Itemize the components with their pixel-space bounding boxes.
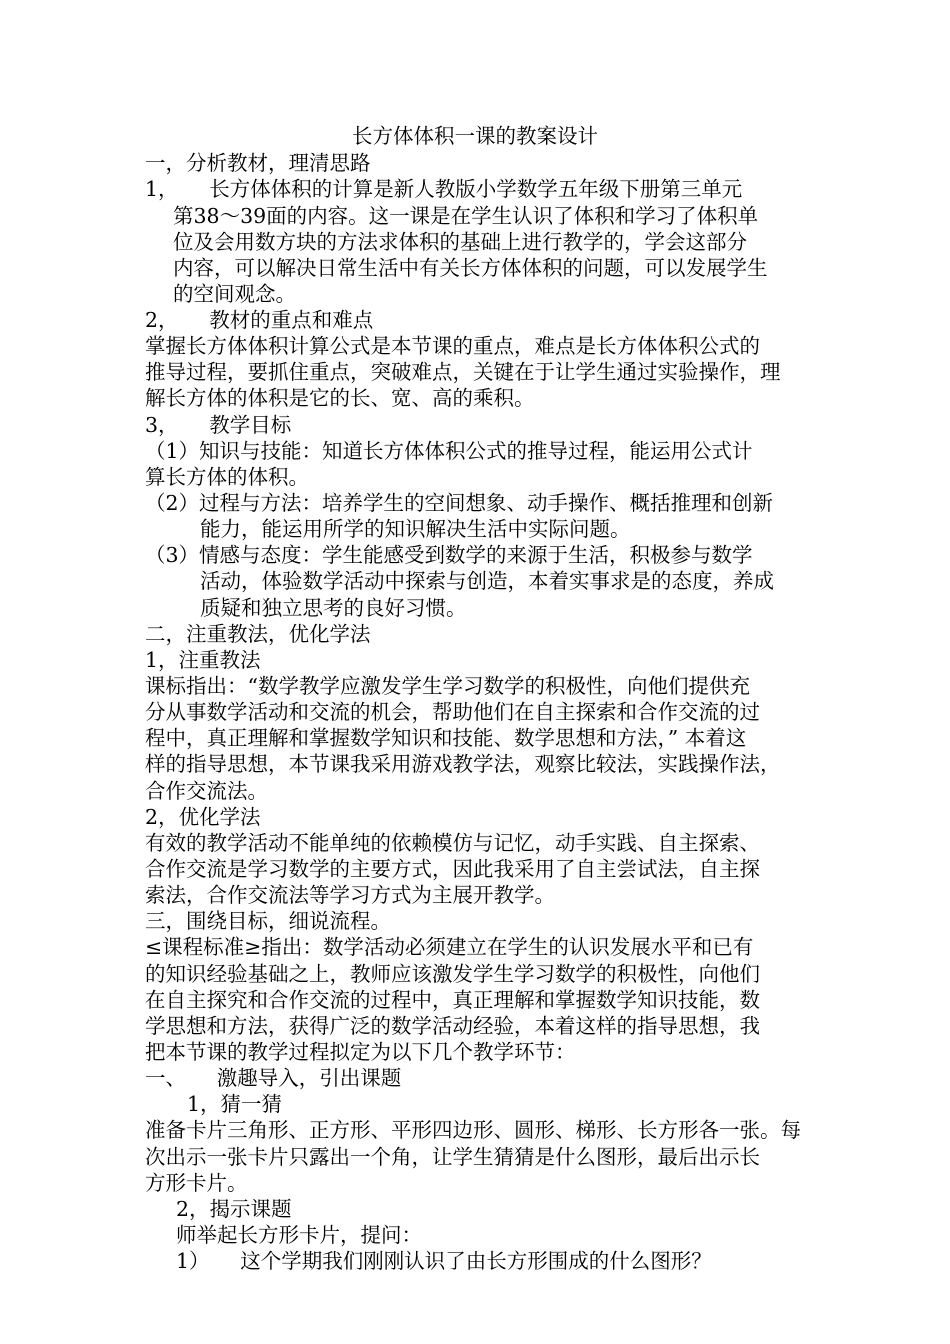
paragraph-line: （2）过程与方法：培养学生的空间想象、动手操作、概括推理和创新 [145, 491, 774, 515]
paragraph-line: 活动，体验数学活动中探索与创造，本着实事求是的态度，养成 [200, 569, 774, 593]
paragraph-line: 位及会用数方块的方法求体积的基础上进行教学的，学会这部分 [173, 230, 747, 254]
paragraph-line: （3）情感与态度：学生能感受到数学的来源于生活，积极参与数学 [145, 543, 753, 567]
document-title: 长方体体积一课的教案设计 [352, 124, 598, 148]
subheading: 1，猜一猜 [187, 1092, 283, 1116]
heading-section-1: 一，分析教材，理清思路 [145, 151, 371, 175]
paragraph-line: 1） 这个学期我们刚刚认识了由长方形围成的什么图形？ [176, 1249, 712, 1273]
paragraph-line: 学思想和方法，获得广泛的数学活动经验，本着这样的指导思想，我 [145, 1014, 760, 1038]
subheading: 1，注重教法 [145, 648, 261, 672]
paragraph-line: 质疑和独立思考的良好习惯。 [200, 596, 467, 620]
heading-section-3: 三，围绕目标，细说流程。 [145, 909, 391, 933]
subheading: 2， 教材的重点和难点 [145, 308, 374, 332]
paragraph-line: ≤课程标准≥指出：数学活动必须建立在学生的认识发展水平和已有 [145, 935, 754, 959]
subheading: 2，揭示课题 [176, 1197, 292, 1221]
subheading: 2，优化学法 [145, 805, 261, 829]
paragraph-line: 的空间观念。 [173, 282, 296, 306]
paragraph-line: 的知识经验基础之上，教师应该激发学生学习数学的积极性，向他们 [145, 962, 760, 986]
paragraph-line: 能力，能运用所学的知识解决生活中实际问题。 [200, 517, 631, 541]
paragraph-line: （1）知识与技能：知道长方体体积公式的推导过程，能运用公式计 [145, 439, 753, 463]
paragraph-line: 1， 长方体体积的计算是新人教版小学数学五年级下册第三单元 [145, 177, 743, 201]
subheading: 一、 激趣导入，引出课题 [145, 1066, 402, 1090]
paragraph-line: 内容，可以解决日常生活中有关长方体体积的问题，可以发展学生 [173, 256, 768, 280]
paragraph-line: 掌握长方体体积计算公式是本节课的重点，难点是长方体体积公式的 [145, 334, 760, 358]
paragraph-line: 把本节课的教学过程拟定为以下几个教学环节： [145, 1040, 576, 1064]
paragraph-line: 在自主探究和合作交流的过程中，真正理解和掌握数学知识技能，数 [145, 988, 760, 1012]
paragraph-line: 分从事数学活动和交流的机会，帮助他们在自主探索和合作交流的过 [145, 700, 760, 724]
paragraph-line: 师举起长方形卡片，提问： [176, 1223, 422, 1247]
paragraph-line: 算长方体的体积。 [145, 465, 309, 489]
heading-section-2: 二，注重教法，优化学法 [145, 622, 371, 646]
paragraph-line: 有效的教学活动不能单纯的依赖模仿与记忆，动手实践、自主探索、 [145, 831, 760, 855]
paragraph-line: 推导过程，要抓住重点，突破难点，关键在于让学生通过实验操作，理 [145, 360, 781, 384]
paragraph-line: 合作交流是学习数学的主要方式，因此我采用了自主尝试法，自主探 [145, 857, 760, 881]
paragraph-line: 程中，真正理解和掌握数学知识和技能、数学思想和方法，” 本着这 [145, 726, 747, 750]
subheading: 3， 教学目标 [145, 413, 292, 437]
paragraph-line: 样的指导思想，本节课我采用游戏教学法，观察比较法，实践操作法， [145, 752, 781, 776]
paragraph-line: 次出示一张卡片只露出一个角，让学生猜猜是什么图形，最后出示长 [145, 1145, 760, 1169]
paragraph-line: 索法，合作交流法等学习方式为主展开教学。 [145, 883, 555, 907]
paragraph-line: 准备卡片三角形、正方形、平形四边形、圆形、梯形、长方形各一张。每 [145, 1118, 801, 1142]
paragraph-line: 第38～39面的内容。这一课是在学生认识了体积和学习了体积单 [173, 204, 759, 228]
paragraph-line: 课标指出：“数学教学应激发学生学习数学的积极性，向他们提供充 [145, 674, 750, 698]
paragraph-line: 方形卡片。 [145, 1171, 248, 1195]
paragraph-line: 合作交流法。 [145, 779, 268, 803]
paragraph-line: 解长方体的体积是它的长、宽、高的乘积。 [145, 386, 535, 410]
